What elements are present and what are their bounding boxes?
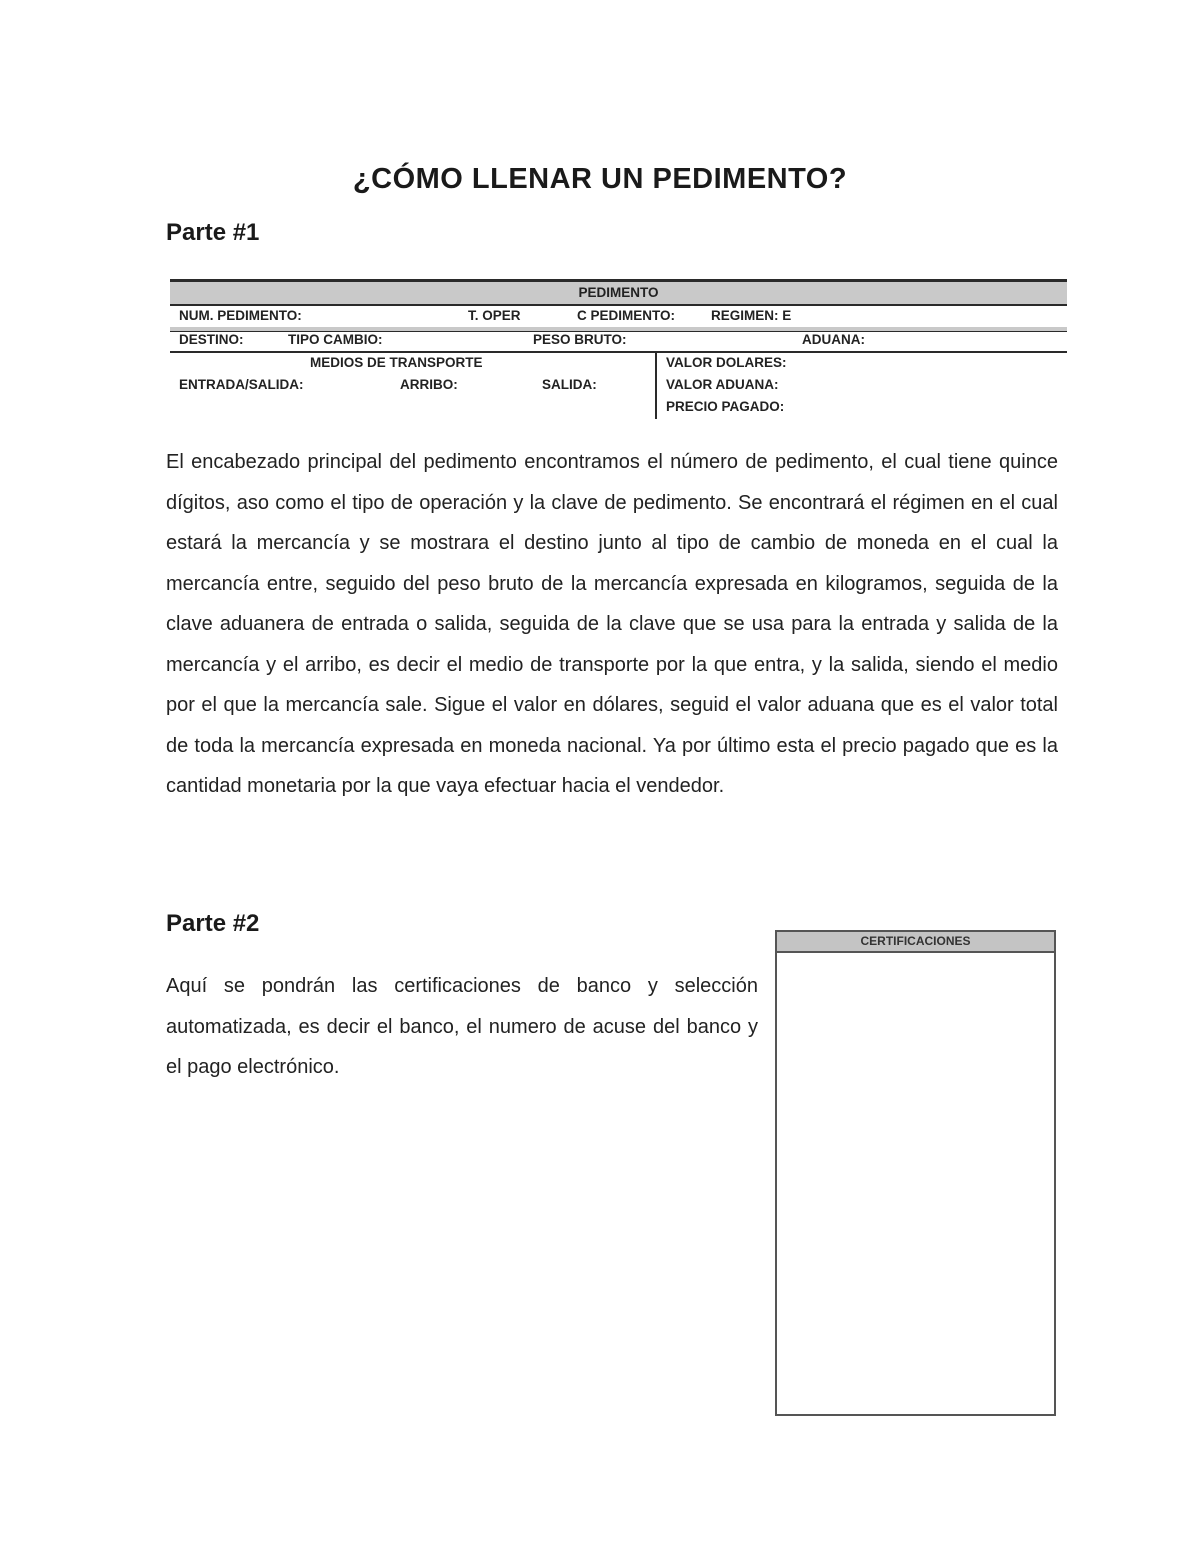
part2-paragraph: Aquí se pondrán las certificaciones de banco y selección automatizada, es decir el banco, el numero de acuse del banco y el pago electrónico. <box>166 975 758 1078</box>
document-title: ¿CÓMO LLENAR UN PEDIMENTO? <box>352 163 848 195</box>
form-divider <box>170 351 1067 353</box>
valor-aduana-label: VALOR ADUANA: <box>666 377 779 392</box>
t-oper-label: T. OPER <box>468 308 521 323</box>
precio-pagado-label: PRECIO PAGADO: <box>666 399 785 414</box>
medios-transporte-label: MEDIOS DE TRANSPORTE <box>310 355 483 370</box>
part1-heading: Parte #1 <box>166 219 260 246</box>
certificaciones-box <box>775 930 1056 1416</box>
form-header-label: PEDIMENTO <box>578 285 659 300</box>
form-divider <box>170 304 1067 306</box>
regimen-label: REGIMEN: E <box>711 308 792 323</box>
certificaciones-header: CERTIFICACIONES <box>777 932 1054 953</box>
peso-bruto-label: PESO BRUTO: <box>533 332 627 347</box>
form-vertical-divider <box>655 353 657 419</box>
part1-paragraph: El encabezado principal del pedimento encontramos el número de pedimento, el cual tiene quince dígitos, aso como el tipo de operación y la clave de pedimento. Se encontrará el régimen en el cual estará la mercancía y se mostrara el destino junto al tipo de cambio de moneda en el cual la mercancía entre, seguido del peso bruto de la mercancía expresada en kilogramos, seguida de la clave aduanera de entrada o salida, seguida de la clave que se usa para la entrada y salida de la mercancía y el arribo, es decir el medio de transporte por la que entra, y la salida, siendo el medio por el que la mercancía sale. Sigue el valor en dólares, seguid el valor aduana que es el valor total de toda la mercancía expresada en moneda nacional. Ya por último esta el precio pagado que es la cantidad monetaria por la que vaya efectuar hacia el vendedor. <box>166 451 1058 797</box>
pedimento-form-image <box>170 279 1067 419</box>
salida-label: SALIDA: <box>542 377 597 392</box>
part2-heading: Parte #2 <box>166 910 260 937</box>
aduana-label: ADUANA: <box>802 332 865 347</box>
num-pedimento-label: NUM. PEDIMENTO: <box>179 308 302 323</box>
tipo-cambio-label: TIPO CAMBIO: <box>288 332 383 347</box>
arribo-label: ARRIBO: <box>400 377 458 392</box>
destino-label: DESTINO: <box>179 332 244 347</box>
entrada-salida-label: ENTRADA/SALIDA: <box>179 377 304 392</box>
c-pedimento-label: C PEDIMENTO: <box>577 308 676 323</box>
valor-dolares-label: VALOR DOLARES: <box>666 355 787 370</box>
